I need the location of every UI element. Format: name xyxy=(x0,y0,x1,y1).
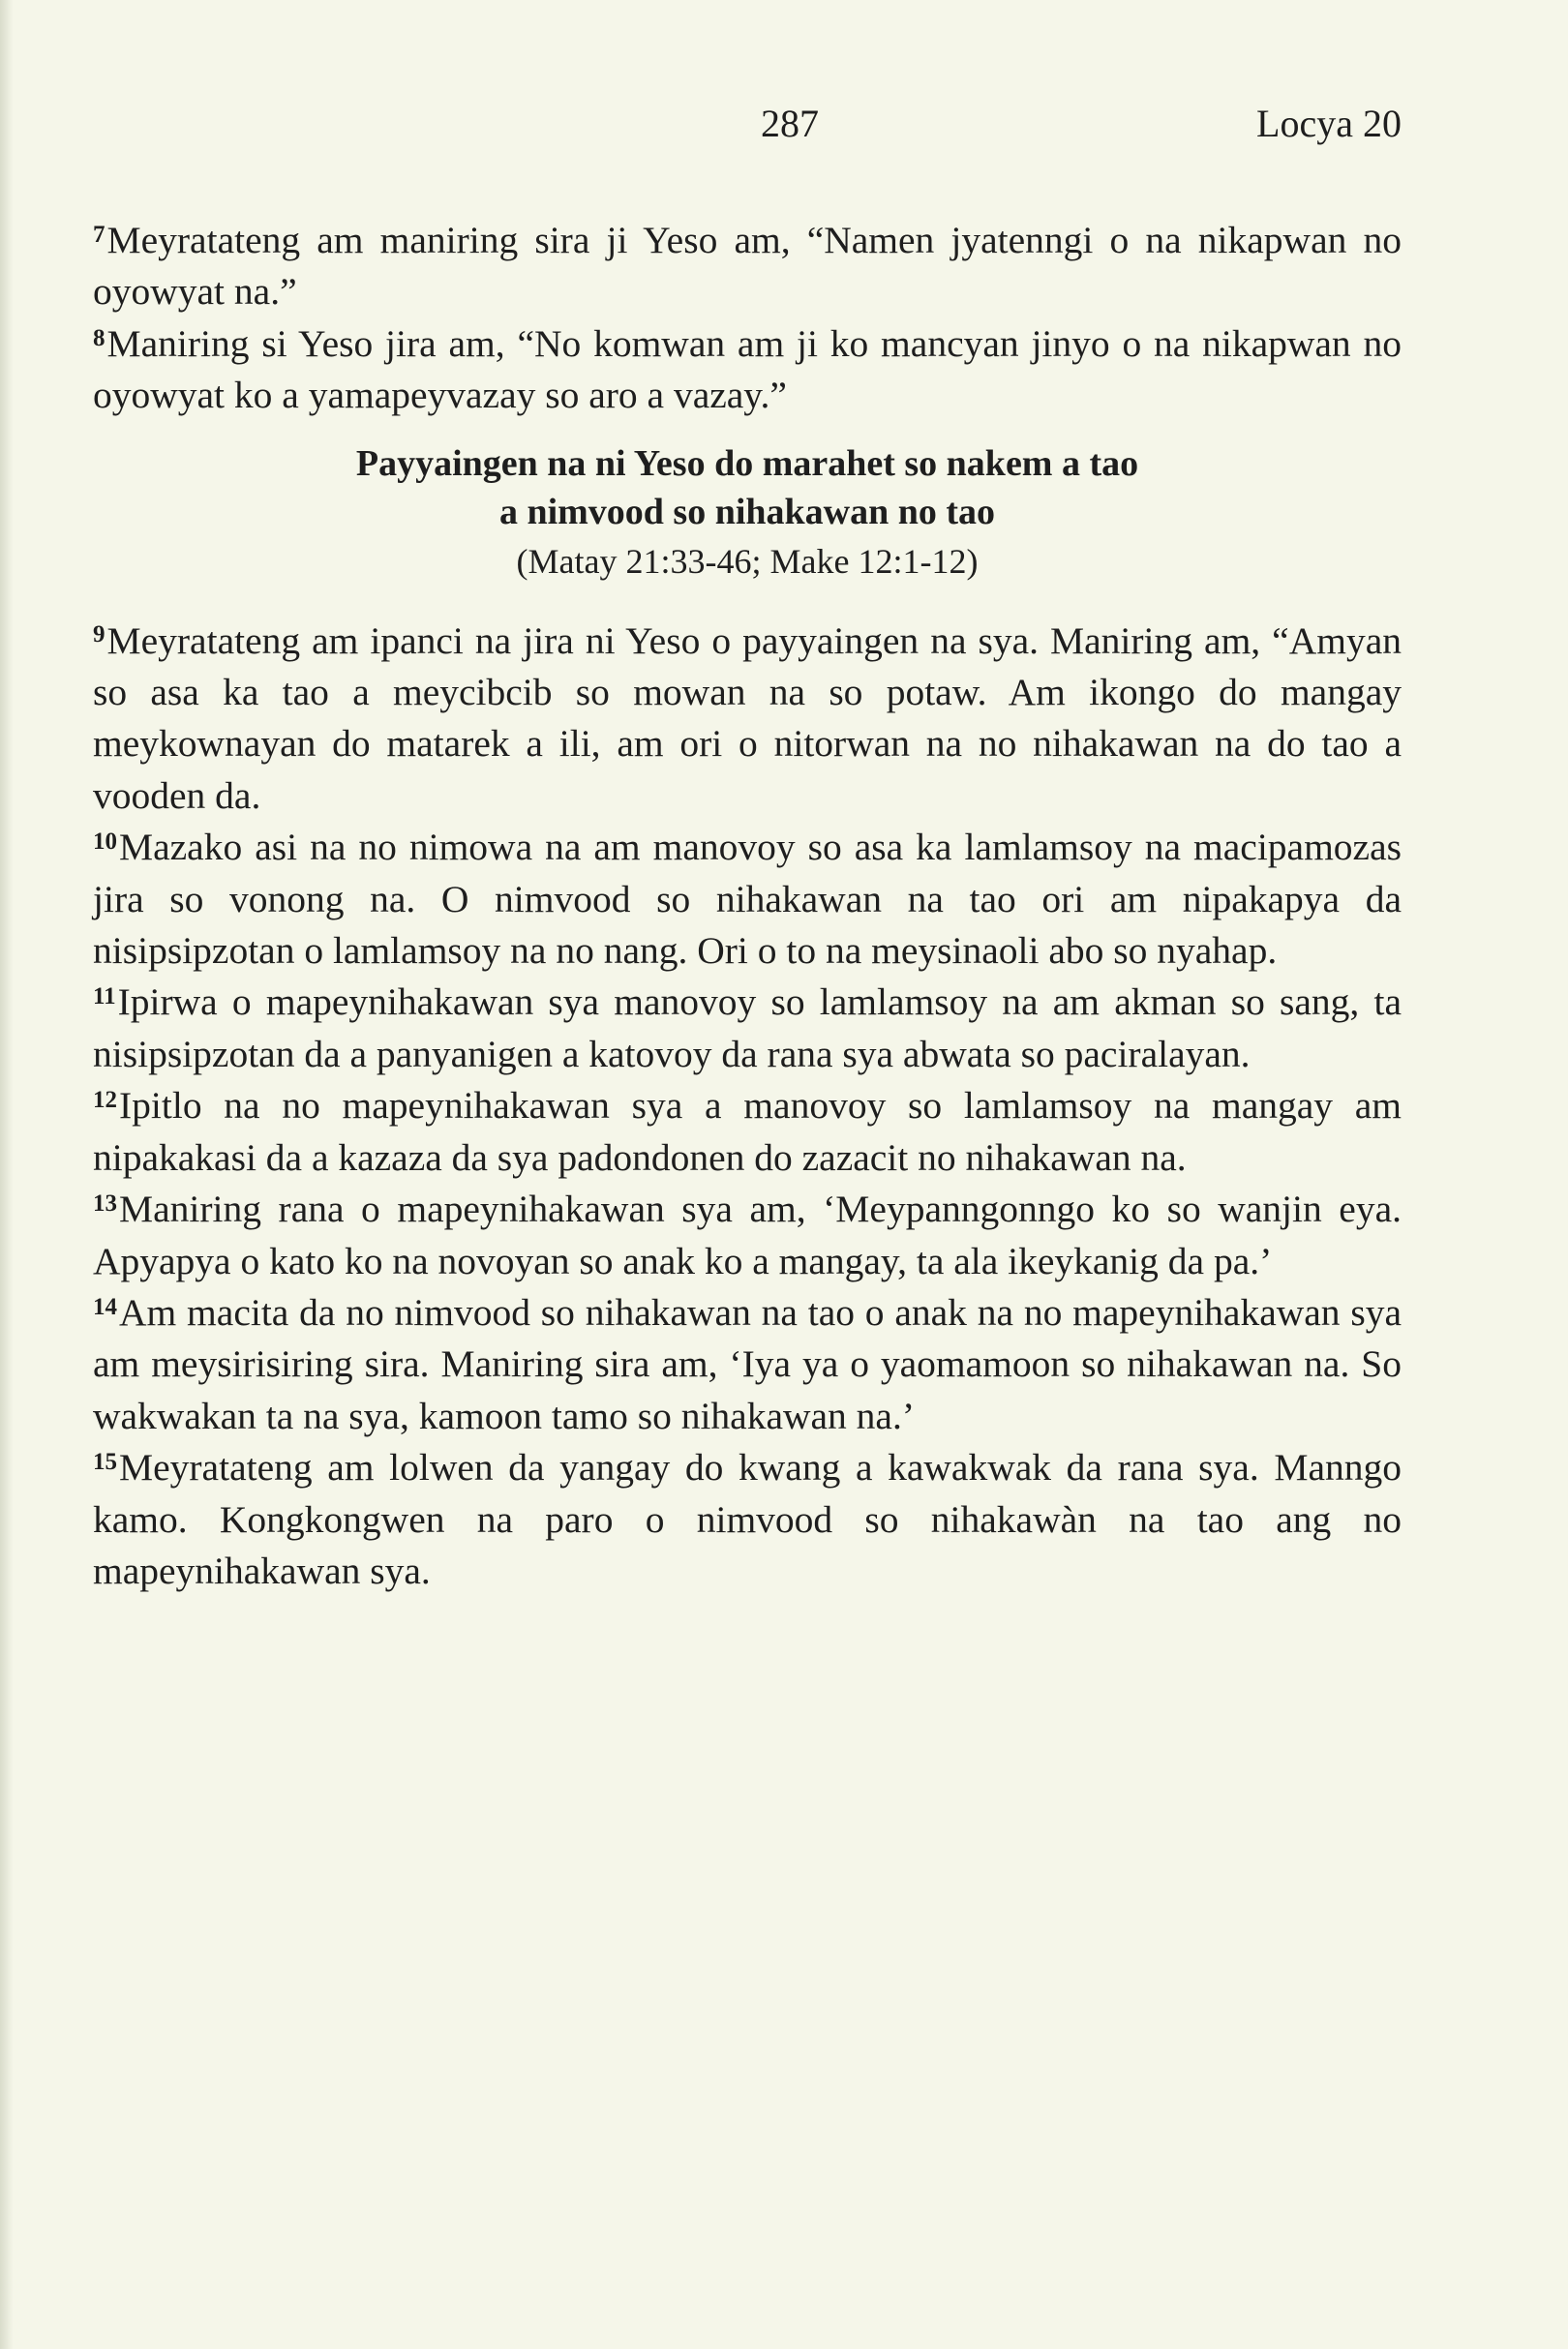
verse-text: Mazako asi na no nimowa na am manovoy so asa ka lamlamsoy na macipamozas jira so vonong na. O nimvood so nihakawan na tao ori am nipakapya da nisipsipzotan o lamlamsoy na no nang. Ori o to na meysinaoli abo so nyahap. xyxy=(93,826,1402,973)
verse-text: Ipirwa o mapeynihakawan sya manovoy so lamlamsoy na am akman so sang, ta nisipsipzotan da a panyanigen a katovoy da rana sya abwata so paciralayan. xyxy=(93,980,1402,1075)
verse xyxy=(93,822,1402,977)
section-heading xyxy=(93,439,1402,536)
verse-number: 14 xyxy=(93,1293,117,1320)
page-header xyxy=(93,95,1402,153)
verse xyxy=(93,1287,1402,1442)
page-number: 287 xyxy=(761,102,819,145)
verse xyxy=(93,1080,1402,1184)
verse-text: Maniring si Yeso jira am, “No komwan am ji ko mancyan jinyo o na nikapwan no oyowyat ko a yamapeyvazay so aro a vazay.” xyxy=(93,321,1402,417)
verse xyxy=(93,1442,1402,1597)
verse-number: 8 xyxy=(93,324,106,351)
verse-text: Ipitlo na no mapeynihakawan sya a manovoy so lamlamsoy na mangay am nipakakasi da a kazaza da sya padondonen do zazacit no nihakawan na. xyxy=(93,1084,1402,1179)
verse-number: 10 xyxy=(93,828,117,855)
verse-text: Maniring rana o mapeynihakawan sya am, ‘Meypanngonngo ko so wanjin eya. Apyapya o kato ko na novoyan so anak ko a mangay, ta ala ikeykanig da pa.’ xyxy=(93,1188,1402,1282)
verse-number: 12 xyxy=(93,1087,117,1114)
verse-number: 9 xyxy=(93,621,106,648)
section-heading-line: Payyaingen na ni Yeso do marahet so nakem a tao xyxy=(355,442,1139,484)
verse xyxy=(93,1184,1402,1287)
verse-number: 15 xyxy=(93,1448,117,1475)
verse xyxy=(93,215,1402,318)
verse-text: Meyratateng am ipanci na jira ni Yeso o payyaingen na sya. Maniring am, “Amyan so asa ka tao a meycibcib so mowan na so potaw. Am ikongo do mangay meykownayan do matarek a ili, am ori o nitorwan na no nihakawan na do tao a vooden da. xyxy=(93,618,1402,817)
page-body xyxy=(93,215,1402,1597)
verse-number: 11 xyxy=(93,983,116,1010)
verse-text: Am macita da no nimvood so nihakawan na tao o anak na no mapeynihakawan sya am meysirisiring sira. Maniring sira am, ‘Iya ya o yaomamoon so nihakawan na. So wakwakan ta na sya, kamoon tamo so nihakawan na.’ xyxy=(93,1290,1402,1437)
section-reference: (Matay 21:33-46; Make 12:1-12) xyxy=(516,541,979,581)
binding-shadow xyxy=(0,0,14,2349)
verse-number: 13 xyxy=(93,1190,117,1217)
verse-text: Meyratateng am maniring sira ji Yeso am, “Namen jyatenngi o na nikapwan no oyowyat na.” xyxy=(93,219,1402,314)
verse xyxy=(93,977,1402,1080)
verse-number: 7 xyxy=(93,221,106,248)
running-head: Locya 20 xyxy=(1256,102,1402,145)
verse-text: Meyratateng am lolwen da yangay do kwang a kawakwak da rana sya. Manngo kamo. Kongkongwen na paro o nimvood so nihakawàn na tao ang no mapeynihakawan sya. xyxy=(93,1446,1402,1592)
verse xyxy=(93,318,1402,422)
verse xyxy=(93,616,1402,823)
section-heading-line: a nimvood so nihakawan no tao xyxy=(498,491,996,532)
